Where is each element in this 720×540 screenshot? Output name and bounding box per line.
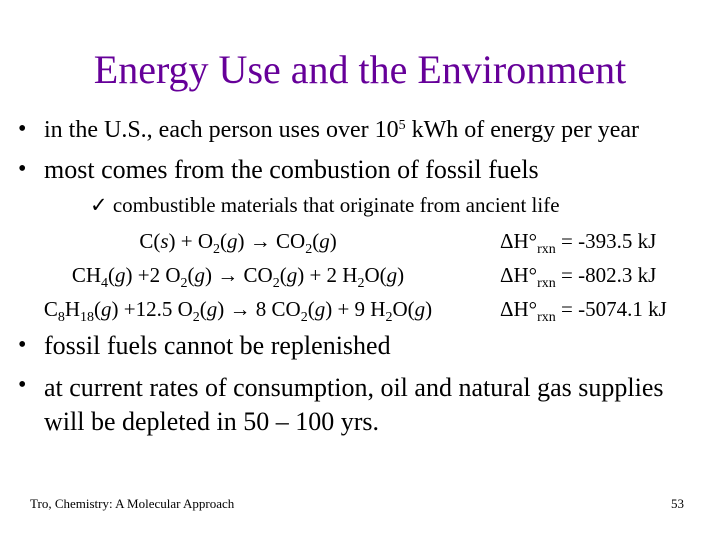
page-number: 53 (671, 496, 684, 511)
equation-methane-text: $CH_4(g) +2$ $O_2(g) \to CO_2(g) + 2$ $H_2O(g)$ (71, 263, 405, 291)
bullet-dot: • (18, 332, 27, 358)
enthalpy-carbon: $\Delta H^\circ_{rxn} = -393.5$ kJ (500, 229, 657, 257)
footer-source: Tro, Chemistry: A Molecular Approach (30, 496, 235, 511)
equation-carbon (12, 228, 464, 257)
bullet-not-replenished-text: fossil fuels cannot be replenished (44, 331, 391, 360)
checkmark-icon: ✓ (90, 193, 108, 217)
bullet-fossil-combustion-text: most comes from the combustion of fossil fuels (44, 155, 539, 184)
equation-octane (12, 296, 464, 325)
sub-bullet-combustible (90, 192, 560, 218)
equation-octane-text: $C_8H_{18}(g) +12.5$ $O_2(g) \to 8$ $CO_2(g) + 9$ $H_2O(g)$ (43, 297, 433, 325)
enthalpy-octane: $\Delta H^\circ_{rxn} = -5074.1$ kJ (500, 297, 667, 325)
bullet-dot: • (18, 156, 27, 182)
sub-bullet-text: combustible materials that originate from ancient life (112, 193, 560, 217)
bullet-energy-use-text: in the U.S., each person uses over $10^5$ kWh of energy per year (44, 117, 640, 143)
equation-carbon-text: $C(s) + O_2(g) \to CO_2(g)$ (139, 229, 337, 257)
slide-title: Energy Use and the Environment (93, 47, 627, 92)
bullet-depletion-text: at current rates of consumption, oil and natural gas supplies will be depleted in 50 – 100 yrs. (44, 373, 664, 436)
equation-methane (12, 262, 464, 291)
bullet-dot: • (18, 372, 27, 398)
bullet-dot: • (18, 116, 27, 142)
enthalpy-methane: $\Delta H^\circ_{rxn} = -802.3$ kJ (500, 263, 657, 291)
